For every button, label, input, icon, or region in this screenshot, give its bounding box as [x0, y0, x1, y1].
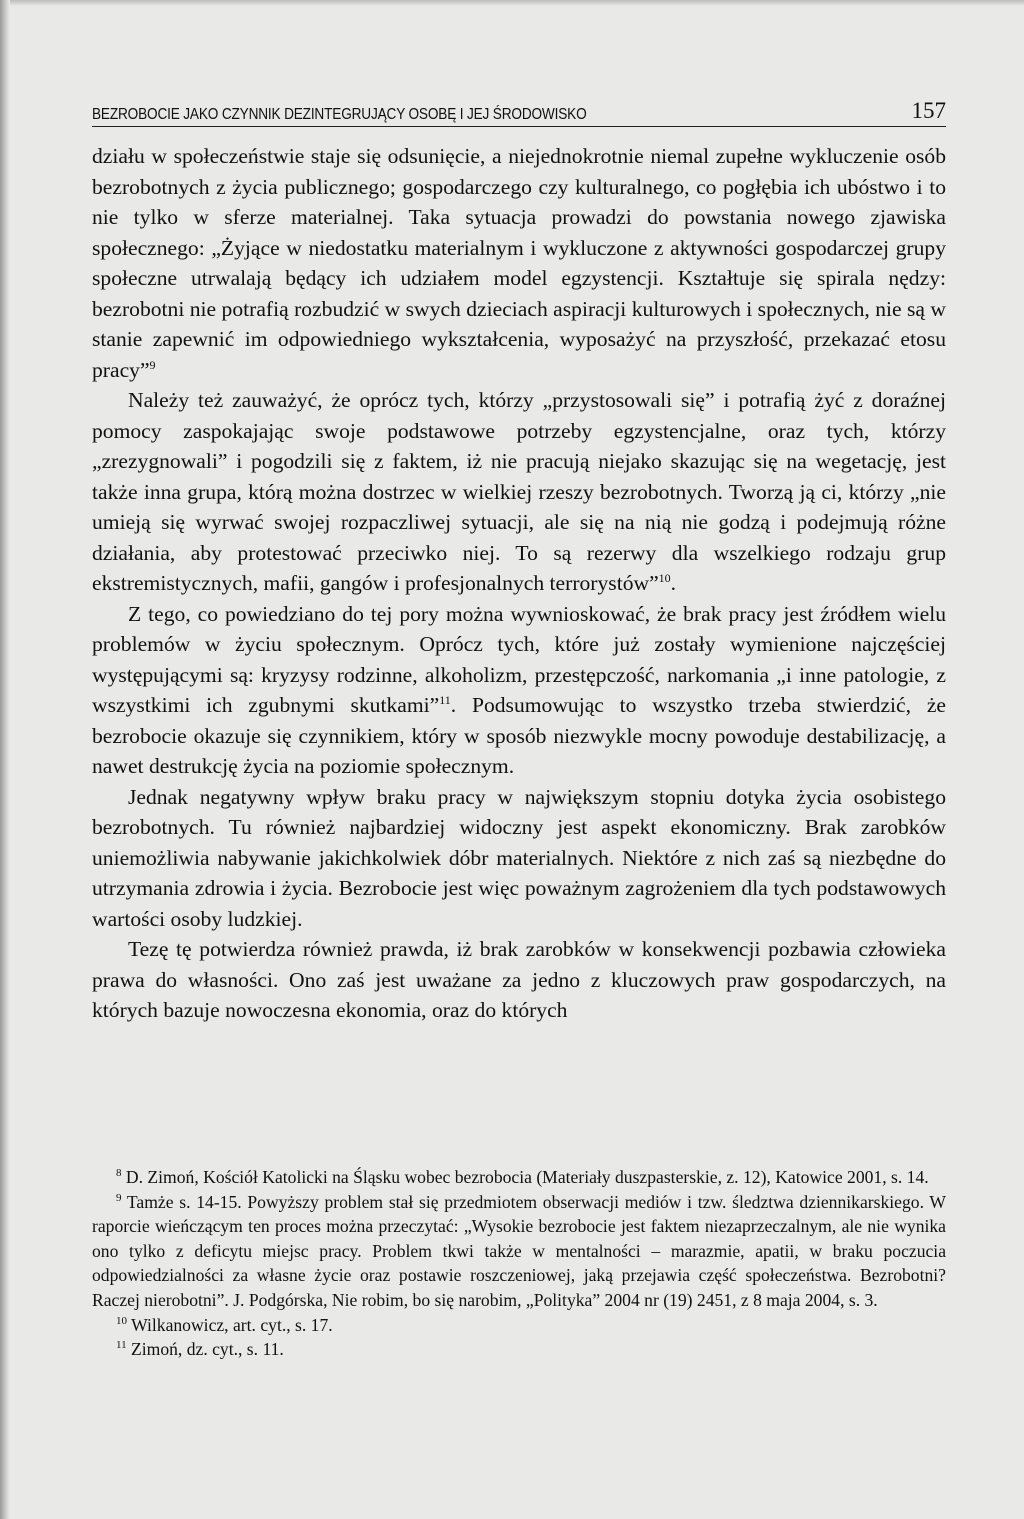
footnote-ref-11: 11	[439, 692, 451, 707]
footnote-11: $^{11}$ Zimoń, dz. cyt., s. 11.	[116, 1339, 284, 1360]
running-head	[92, 96, 946, 127]
paragraph-2: Należy też zauważyć, że oprócz tych, którzy „przystosowali się” i potrafią żyć z doraźnej pomocy zaspokajając swoje podstawowe potrzeby egzystencjalne, oraz tych, którzy „zrezygnowali” i pogodzili się z faktem, iż nie pracują niejako skazując się na wegetację, jest także inna grupa, którą można dostrzec w wielkiej rzeszy bezrobotnych. Tworzą ją ci, którzy „nie umieją się wyrwać swojej rozpaczliwej sytuacji, ale się na nią nie godzą i podejmują różne działania, aby protestować przeciwko niej. To są rezerwy dla wszelkiego rodzaju grup ekstremistycznych, mafii, gangów i profesjonalnych terrorystów”$^{10}$.	[92, 388, 946, 595]
scan-top-edge	[0, 0, 1024, 6]
footnote-ref-10: 10	[658, 570, 671, 585]
page-number: 157	[911, 98, 946, 123]
footnote-9: $^9$ Tamże s. 14-15. Powyższy problem stał się przedmiotem obserwacji mediów i tzw. śledztwa dziennikarskiego. W raporcie wieńczącym ten proces można przeczytać: „Wysokie bezrobocie jest faktem niezaprzeczalnym, ale nie wynika ono tylko z deficytu miejsc pracy. Problem tkwi także w mentalności – marazmie, apatii, w braku poczucia odpowiedzialności za własne życie oraz postawie roszczeniowej, jaką przejawia część społeczeństwa. Bezrobotni? Raczej nierobotni”. J. Podgórska, Nie robim, bo się narobim, „Polityka” 2004 nr (19) 2451, z 8 maja 2004, s. 3.	[92, 1191, 946, 1310]
paragraph-1: działu w społeczeństwie staje się odsunięcie, a niejednokrotnie niemal zupełne wykluczenie osób bezrobotnych z życia publicznego; gospodarczego czy kulturalnego, co pogłębia ich ubóstwo i to nie tylko w sferze materialnej. Taka sytuacja prowadzi do powstania nowego zjawiska społecznego: „Żyjące w niedostatku materialnym i wykluczone z aktywności gospodarczej grupy społeczne utrwalają będący ich udziałem model egzystencji. Kształtuje się spirala nędzy: bezrobotni nie potrafią rozbudzić w swych dzieciach aspiracji kulturowych i społecznych, nie są w stanie zapewnić im odpowiedniego wykształcenia, wyposażyć na przyszłość, przekazać etosu pracy”$^9$	[92, 144, 946, 382]
footnote-8: $^8$ D. Zimoń, Kościół Katolicki na Śląsku wobec bezrobocia (Materiały duszpasterskie, z. 12), Katowice 2001, s. 14.	[116, 1167, 929, 1187]
scan-left-edge	[0, 0, 10, 1519]
body-text	[92, 141, 946, 1026]
footnote-ref-9: 9	[149, 357, 156, 372]
book-page	[92, 96, 946, 1026]
footnote-10: $^{10}$ Wilkanowicz, art. cyt., s. 17.	[116, 1314, 333, 1335]
running-title: BEZROBOCIE JAKO CZYNNIK DEZINTEGRUJĄCY OSOBĘ I JEJ ŚRODOWISKO	[92, 106, 587, 123]
footnotes	[92, 1165, 946, 1362]
paragraph-4: Jednak negatywny wpływ braku pracy w największym stopniu dotyka życia osobistego bezrobotnych. Tu również najbardziej widoczny jest aspekt ekonomiczny. Brak zarobków uniemożliwia nabywanie jakichkolwiek dóbr materialnych. Niektóre z nich zaś są niezbędne do utrzymania zdrowia i życia. Bezrobocie jest więc poważnym zagrożeniem dla tych podstawowych wartości osoby ludzkiej.	[92, 784, 946, 931]
paragraph-3: Z tego, co powiedziano do tej pory można wywnioskować, że brak pracy jest źródłem wielu problemów w życiu społecznym. Oprócz tych, które już zostały wymienione najczęściej występującymi są: kryzysy rodzinne, alkoholizm, przestępczość, narkomania „i inne patologie, z wszystkimi ich zgubnymi skutkami”$^{11}$. Podsumowując to wszystko trzeba stwierdzić, że bezrobocie okazuje się czynnikiem, który w sposób niezwykle mocny powoduje destabilizację, a nawet destrukcję życia na poziomie społecznym.	[92, 601, 946, 778]
paragraph-5: Tezę tę potwierdza również prawda, iż brak zarobków w konsekwencji pozbawia człowieka prawa do własności. Ono zaś jest uważane za jedno z kluczowych praw gospodarczych, na których bazuje nowoczesna ekonomia, oraz do których	[92, 937, 946, 1022]
